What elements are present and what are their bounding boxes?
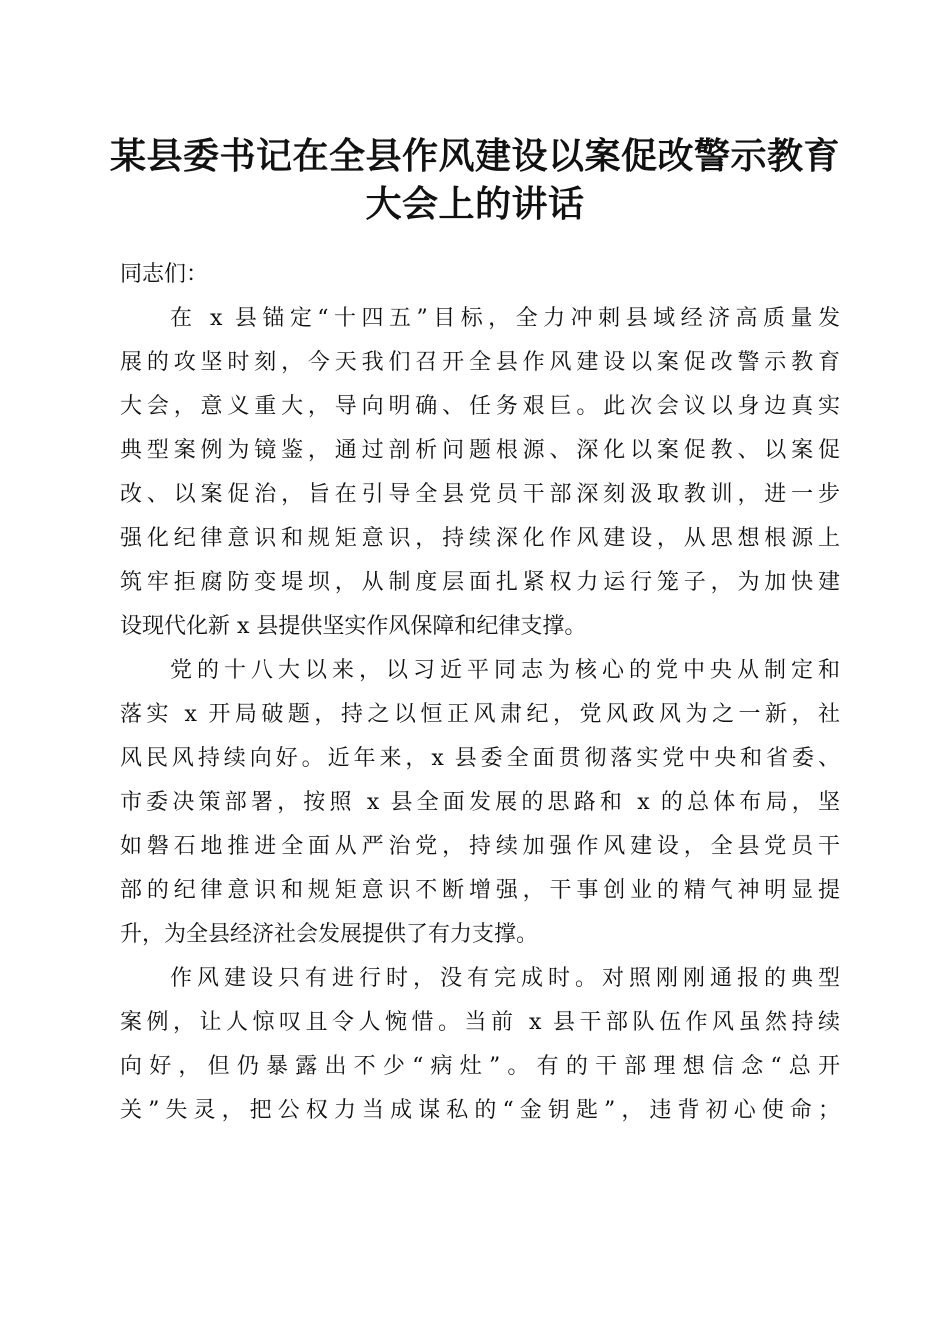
paragraph-line: 在 x 县锚定“十四五”目标，全力冲刺县域经济高质量发 <box>170 306 840 331</box>
paragraph-2 <box>120 649 840 957</box>
paragraph-line: 党的十八大以来，以习近平同志为核心的党中央从制定和 <box>170 658 840 683</box>
paragraph-line: 作风建设只有进行时，没有完成时。对照刚刚通报的典型 <box>170 966 840 991</box>
salutation: 同志们： <box>120 262 209 287</box>
paragraph-line: 案例，让人惊叹且令人惋惜。当前 x 县干部队伍作风虽然持续 <box>120 1010 840 1035</box>
paragraph-line: 部的纪律意识和规矩意识不断增强，干事创业的精气神明显提 <box>120 878 840 903</box>
paragraph-line: 设现代化新 x 县提供坚实作风保障和纪律支撑。 <box>120 614 587 639</box>
paragraph-line: 大会，意义重大，导向明确、任务艰巨。此次会议以身边真实 <box>120 394 840 419</box>
paragraph-line: 展的攻坚时刻，今天我们召开全县作风建设以案促改警示教育 <box>120 350 840 375</box>
paragraph-line: 市委决策部署，按照 x 县全面发展的思路和 x 的总体布局，坚 <box>120 790 840 815</box>
paragraph-1 <box>120 297 840 649</box>
paragraph-3 <box>120 957 840 1133</box>
paragraph-line: 改、以案促治，旨在引导全县党员干部深刻汲取教训，进一步 <box>120 482 840 507</box>
paragraph-line: 落实 x 开局破题，持之以恒正风肃纪，党风政风为之一新，社 <box>120 702 840 727</box>
paragraph-line: 风民风持续向好。近年来，x 县委全面贯彻落实党中央和省委、 <box>120 746 840 771</box>
paragraph-line: 典型案例为镜鉴，通过剖析问题根源、深化以案促教、以案促 <box>120 438 840 463</box>
document-body <box>120 253 840 1133</box>
paragraph-line: 关”失灵，把公权力当成谋私的“金钥匙”，违背初心使命； <box>120 1098 840 1123</box>
document-title <box>80 132 870 228</box>
paragraph-line: 筑牢拒腐防变堤坝，从制度层面扎紧权力运行笼子，为加快建 <box>120 570 840 595</box>
paragraph-line: 强化纪律意识和规矩意识，持续深化作风建设，从思想根源上 <box>120 526 840 551</box>
paragraph-line: 升，为全县经济社会发展提供了有力支撑。 <box>120 922 539 947</box>
paragraph-line: 如磐石地推进全面从严治党，持续加强作风建设，全县党员干 <box>120 834 840 859</box>
title-line-2: 大会上的讲话 <box>365 183 585 225</box>
title-line-1: 某县委书记在全县作风建设以案促改警示教育 <box>109 135 840 177</box>
paragraph-line: 向好，但仍暴露出不少“病灶”。有的干部理想信念“总开 <box>120 1054 840 1079</box>
